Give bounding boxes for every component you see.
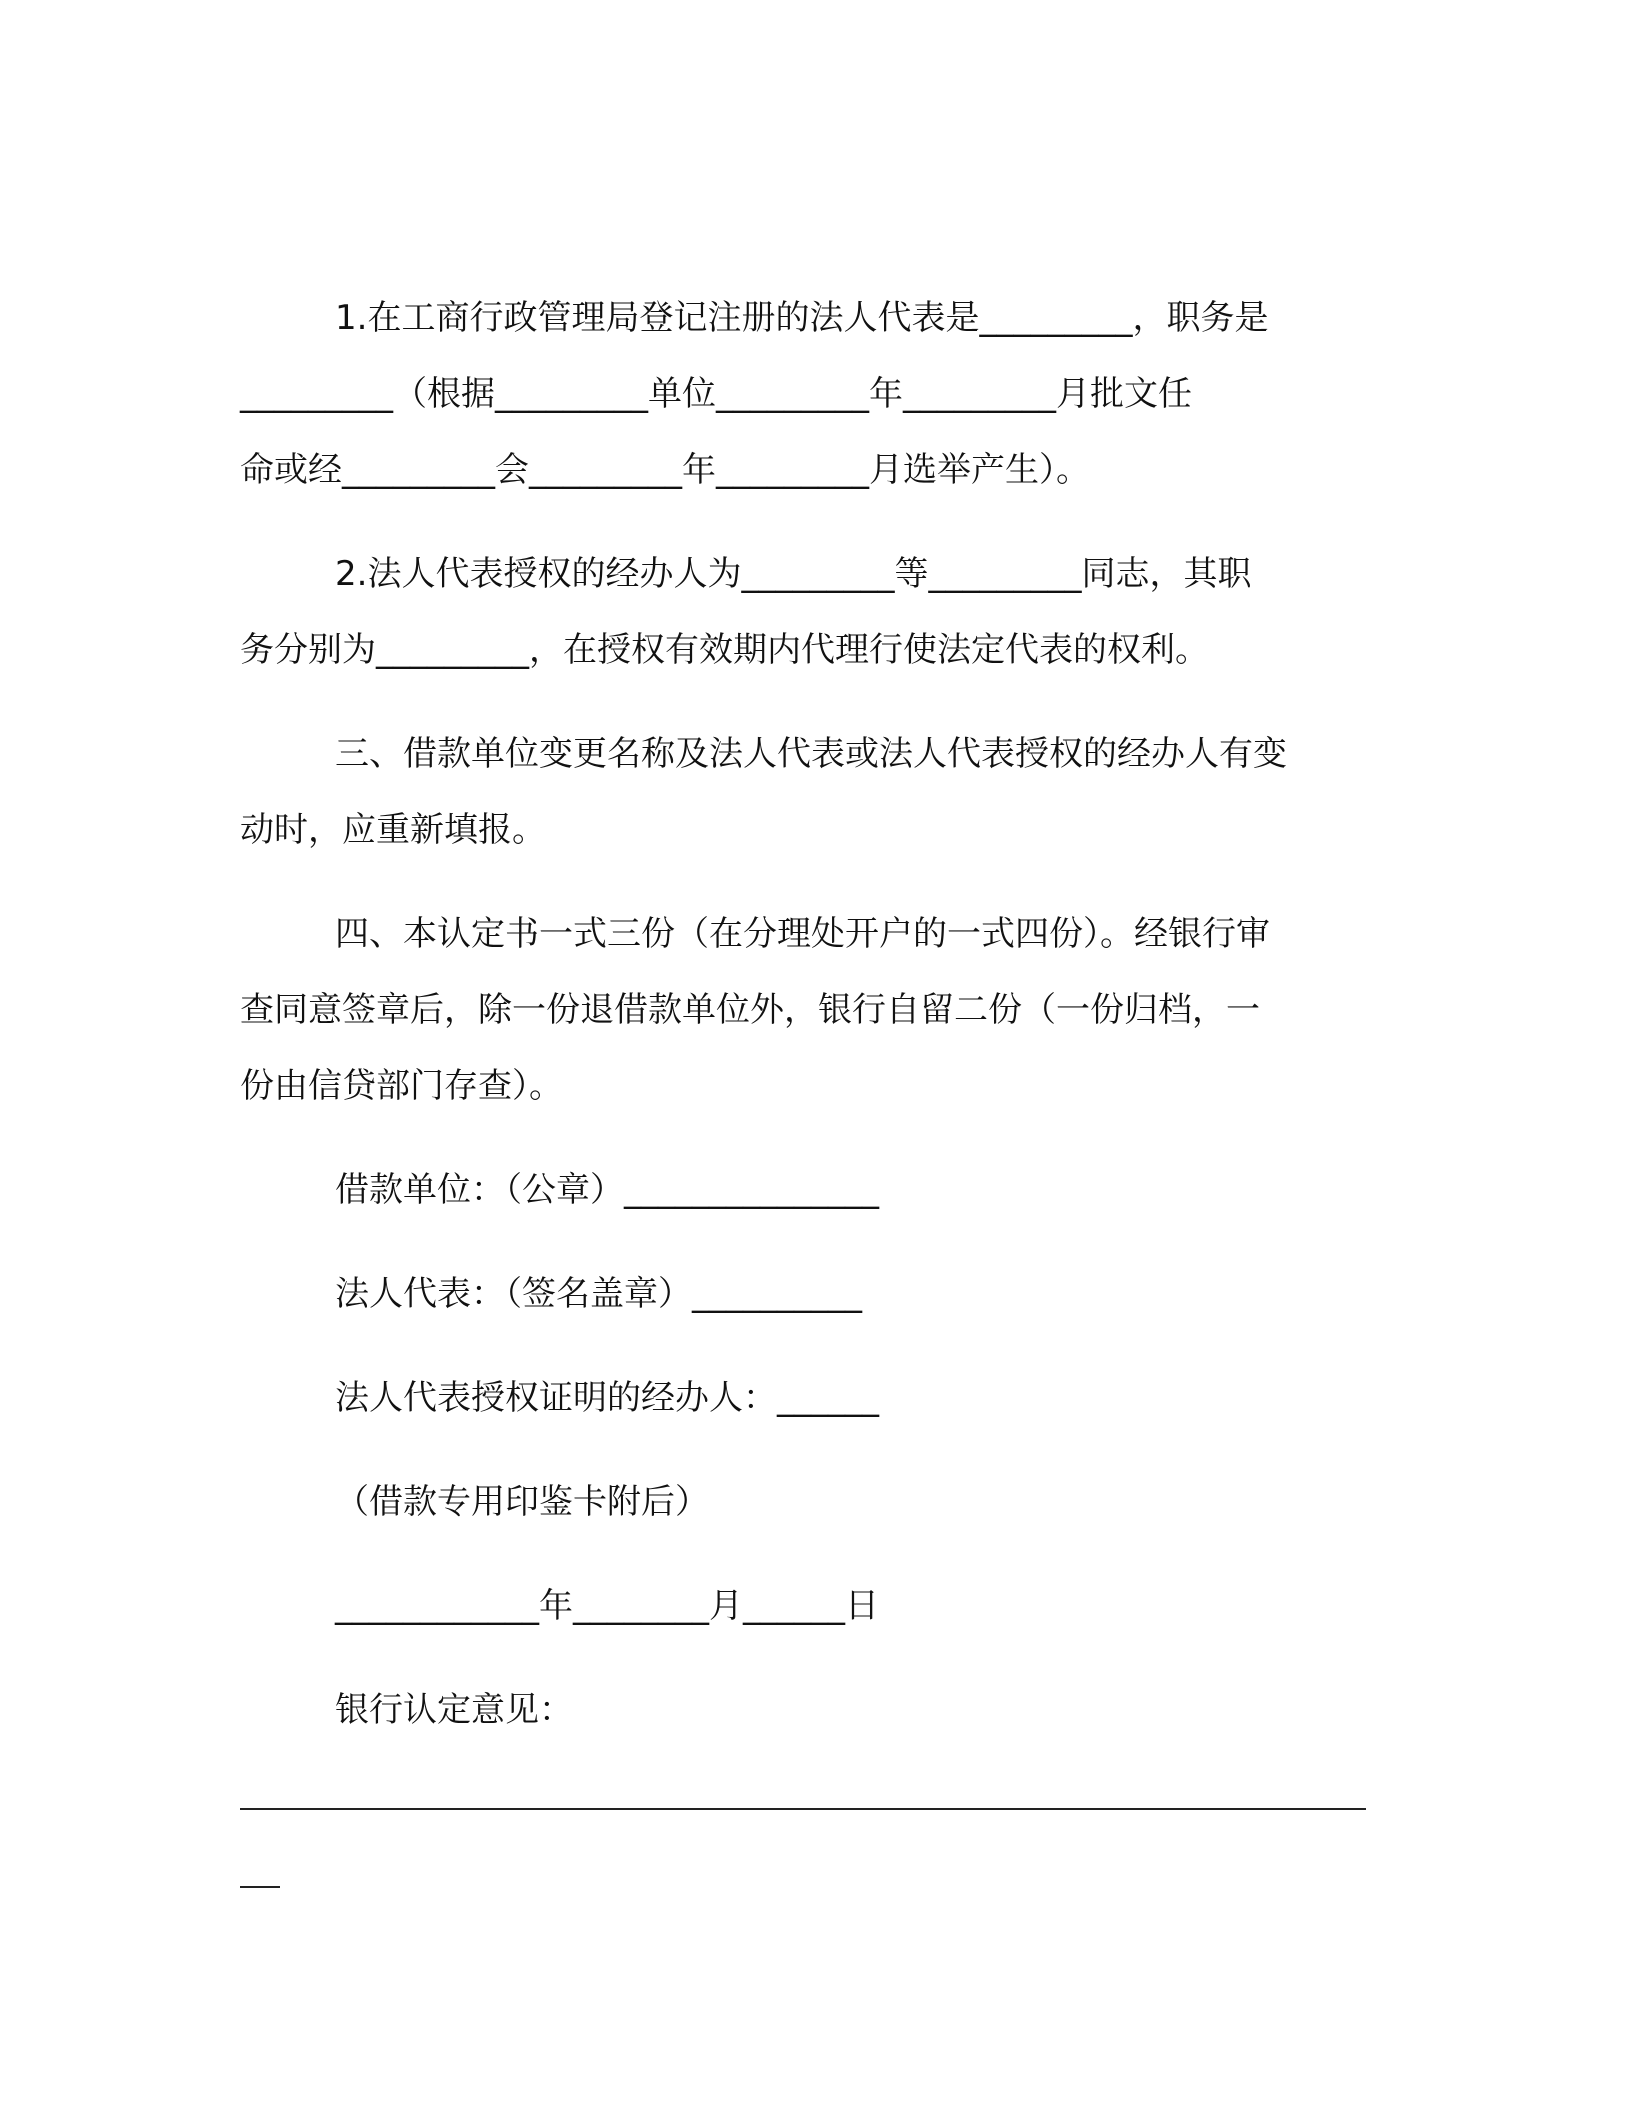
seal-card-note: （借款专用印鉴卡附后） — [335, 1482, 709, 1522]
date-line: ____________年________月______日 — [335, 1586, 879, 1626]
section-4-line-2: 查同意签章后，除一份退借款单位外，银行自留二份（一份归档，一 — [240, 990, 1260, 1030]
bank-opinion-blank-line — [240, 1808, 1366, 1810]
paragraph-1-line-3: 命或经_________会_________年_________月选举产生）。 — [240, 450, 1090, 490]
bank-opinion-blank-line-short — [240, 1886, 280, 1888]
borrower-signature-line: 借款单位：（公章）_______________ — [335, 1170, 879, 1210]
paragraph-1-line-1: 1.在工商行政管理局登记注册的法人代表是_________，职务是 — [335, 298, 1269, 338]
section-3-line-2: 动时，应重新填报。 — [240, 810, 546, 850]
paragraph-1-line-2: _________（根据_________单位_________年_________月批文任 — [240, 374, 1192, 414]
paragraph-2-line-1: 2.法人代表授权的经办人为_________等_________同志，其职 — [335, 554, 1252, 594]
section-4-line-1: 四、本认定书一式三份（在分理处开户的一式四份）。经银行审 — [335, 914, 1270, 954]
agent-signature-line: 法人代表授权证明的经办人：______ — [335, 1378, 879, 1418]
legal-rep-signature-line: 法人代表：（签名盖章）__________ — [335, 1274, 862, 1314]
section-3-line-1: 三、借款单位变更名称及法人代表或法人代表授权的经办人有变 — [335, 734, 1287, 774]
paragraph-2-line-2: 务分别为_________，在授权有效期内代理行使法定代表的权利。 — [240, 630, 1209, 670]
section-4-line-3: 份由信贷部门存查）。 — [240, 1066, 563, 1106]
bank-opinion-label: 银行认定意见： — [335, 1690, 573, 1730]
